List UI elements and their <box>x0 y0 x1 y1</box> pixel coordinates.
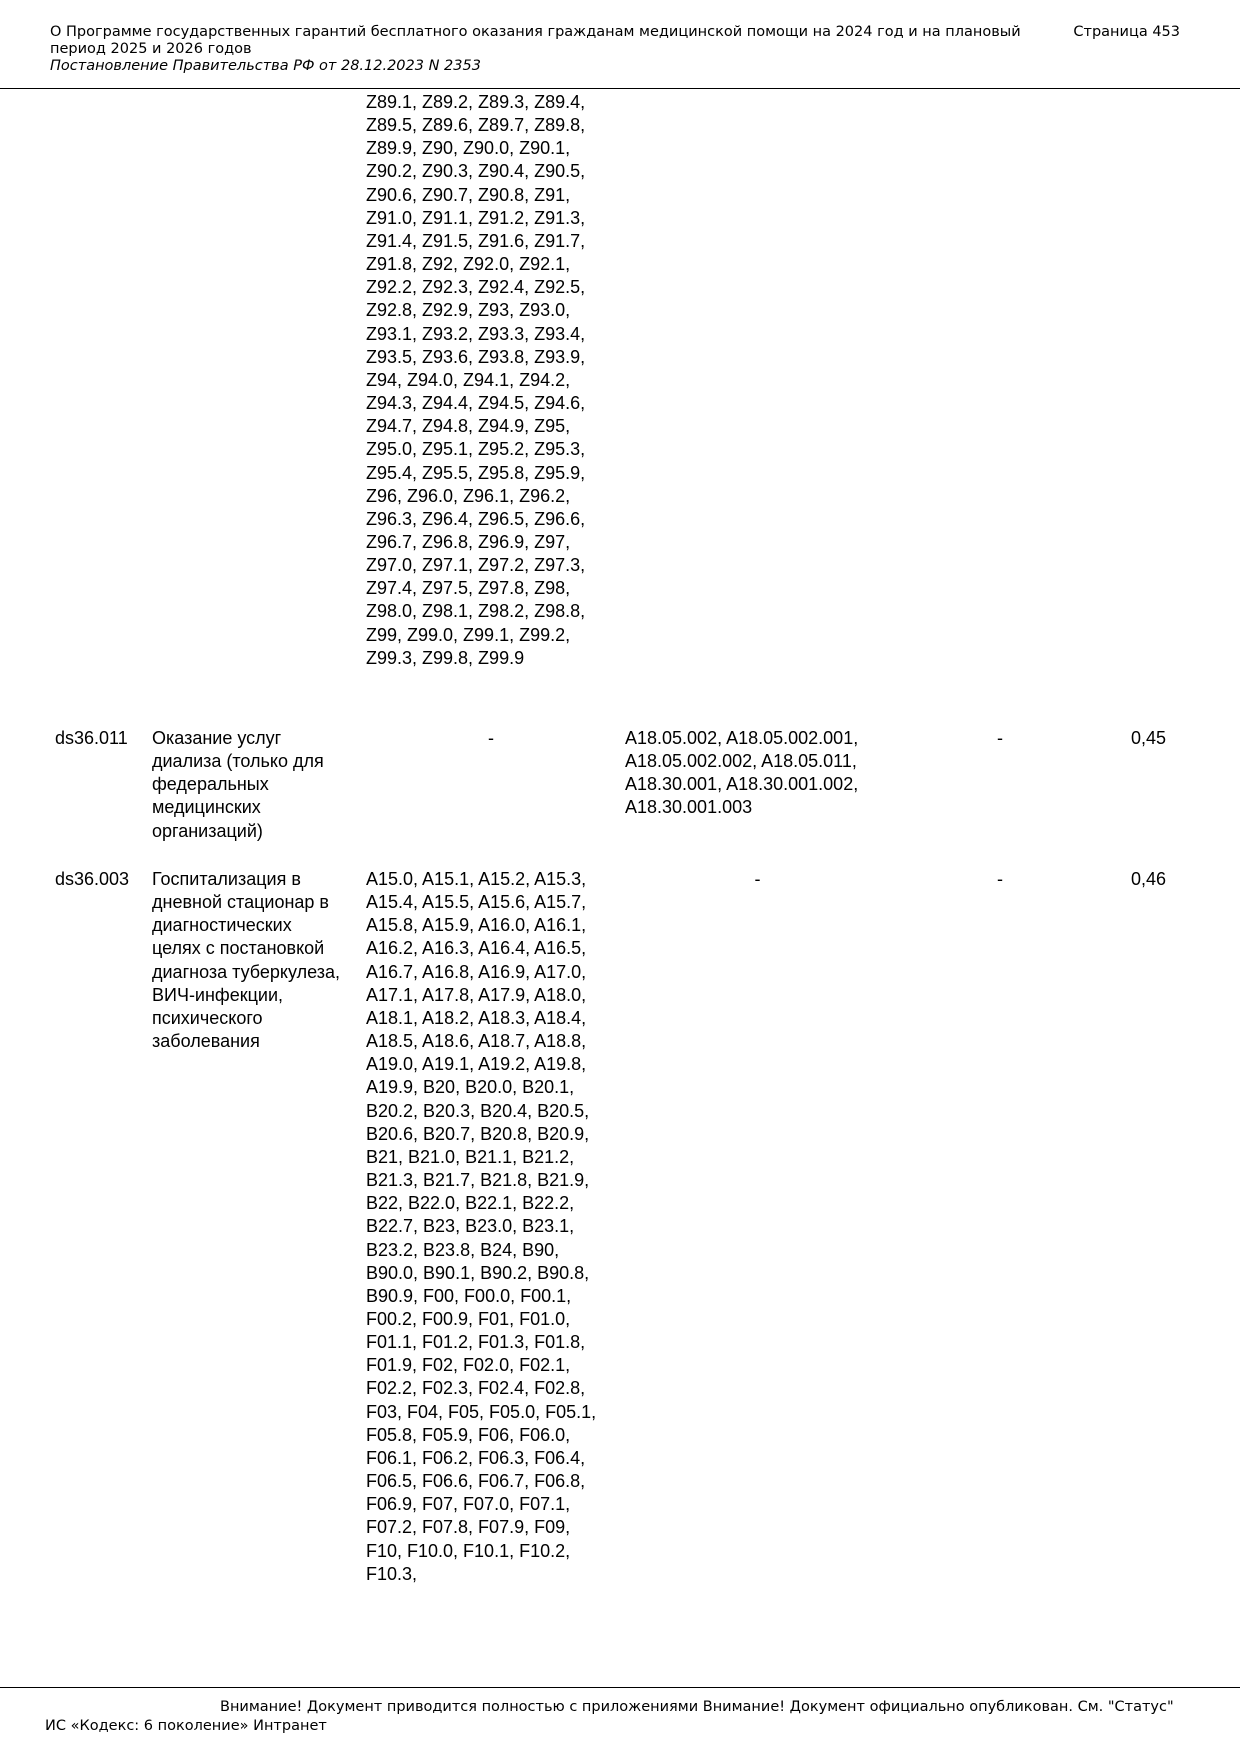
row-other: - <box>997 869 1003 889</box>
row-services: - <box>754 869 761 889</box>
row-name: Госпитализация в дневной стационар в диагностических целях с постановкой диагноза туберкулеза, ВИЧ-инфекции, психического заболевания <box>152 869 340 1052</box>
row-diagnoses: A15.0, A15.1, A15.2, A15.3, A15.4, A15.5, A15.6, A15.7, A15.8, A15.9, A16.0, A16.1, A16.2, A16.3, A16.4, A16.5, A16.7, A16.8, A16.9, A17.0, A17.1, A17.8, A17.9, A18.0, A18.1, A18.2, A18.3, A18.4, A18.5, A18.6, A18.7, A18.8, A19.0, A19.1, A19.2, A19.8, A19.9, B20, B20.0, B20.1, B20.2, B20.3, B20.4, B20.5, B20.6, B20.7, B20.8, B20.9, B21, B21.0, B21.1, B21.2, B21.3, B21.7, B21.8, B21.9, B22, B22.0, B22.1, B22.2, B22.7, B23, B23.0, B23.1, B23.2, B23.8, B24, B90, B90.0, B90.1, B90.2, B90.8, B90.9, F00, F00.0, F00.1, F00.2, F00.9, F01, F01.0, F01.1, F01.2, F01.3, F01.8, F01.9, F02, F02.0, F02.1, F02.2, F02.3, F02.4, F02.8, F03, F04, F05, F05.0, F05.1, F05.8, F05.9, F06, F06.0, F06.1, F06.2, F06.3, F06.4, F06.5, F06.6, F06.7, F06.8, F06.9, F07, F07.0, F07.1, F07.2, F07.8, F07.9, F09, F10, F10.0, F10.1, F10.2, F10.3, <box>366 869 597 1584</box>
row-other: - <box>997 728 1003 748</box>
footer-divider <box>0 1687 1240 1688</box>
row-services: A18.05.002, A18.05.002.001, A18.05.002.002, A18.05.011, A18.30.001, A18.30.001.002, A18.30.001.003 <box>625 728 859 818</box>
header-divider <box>0 88 1240 89</box>
page-number: Страница 453 <box>1073 24 1180 40</box>
row-diagnoses: - <box>488 728 494 748</box>
row-name: Оказание услуг диализа (только для федеральных медицинских организаций) <box>152 728 324 841</box>
document-title: О Программе государственных гарантий бесплатного оказания гражданам медицинской помощи на 2024 год и на плановый период 2025 и 2026 годов <box>50 24 1021 57</box>
row-coefficient: 0,46 <box>1130 869 1166 889</box>
diagnoses-continuation: Z89.1, Z89.2, Z89.3, Z89.4, Z89.5, Z89.6, Z89.7, Z89.8, Z89.9, Z90, Z90.0, Z90.1, Z90.2, Z90.3, Z90.4, Z90.5, Z90.6, Z90.7, Z90.8, Z91, Z91.0, Z91.1, Z91.2, Z91.3, Z91.4, Z91.5, Z91.6, Z91.7, Z91.8, Z92, Z92.0, Z92.1, Z92.2, Z92.3, Z92.4, Z92.5, Z92.8, Z92.9, Z93, Z93.0, Z93.1, Z93.2, Z93.3, Z93.4, Z93.5, Z93.6, Z93.8, Z93.9, Z94, Z94.0, Z94.1, Z94.2, Z94.3, Z94.4, Z94.5, Z94.6, Z94.7, Z94.8, Z94.9, Z95, Z95.0, Z95.1, Z95.2, Z95.3, Z95.4, Z95.5, Z95.8, Z95.9, Z96, Z96.0, Z96.1, Z96.2, Z96.3, Z96.4, Z96.5, Z96.6, Z96.7, Z96.8, Z96.9, Z97, Z97.0, Z97.1, Z97.2, Z97.3, Z97.4, Z97.5, Z97.8, Z98, Z98.0, Z98.1, Z98.2, Z98.8, Z99, Z99.0, Z99.1, Z99.2, Z99.3, Z99.8, Z99.9 <box>366 92 586 668</box>
row-code: ds36.011 <box>55 728 128 748</box>
page-footer <box>45 1698 1195 1736</box>
row-code: ds36.003 <box>55 869 130 889</box>
footer-system: ИС «Кодекс: 6 поколение» Интранет <box>45 1718 327 1734</box>
document-subtitle: Постановление Правительства РФ от 28.12.2023 N 2353 <box>50 58 481 74</box>
row-coefficient: 0,45 <box>1130 728 1166 748</box>
page-header <box>50 24 1180 75</box>
footer-notice: Внимание! Документ приводится полностью с приложениями Внимание! Документ официально опубликован. См. "Статус" <box>220 1699 1174 1715</box>
